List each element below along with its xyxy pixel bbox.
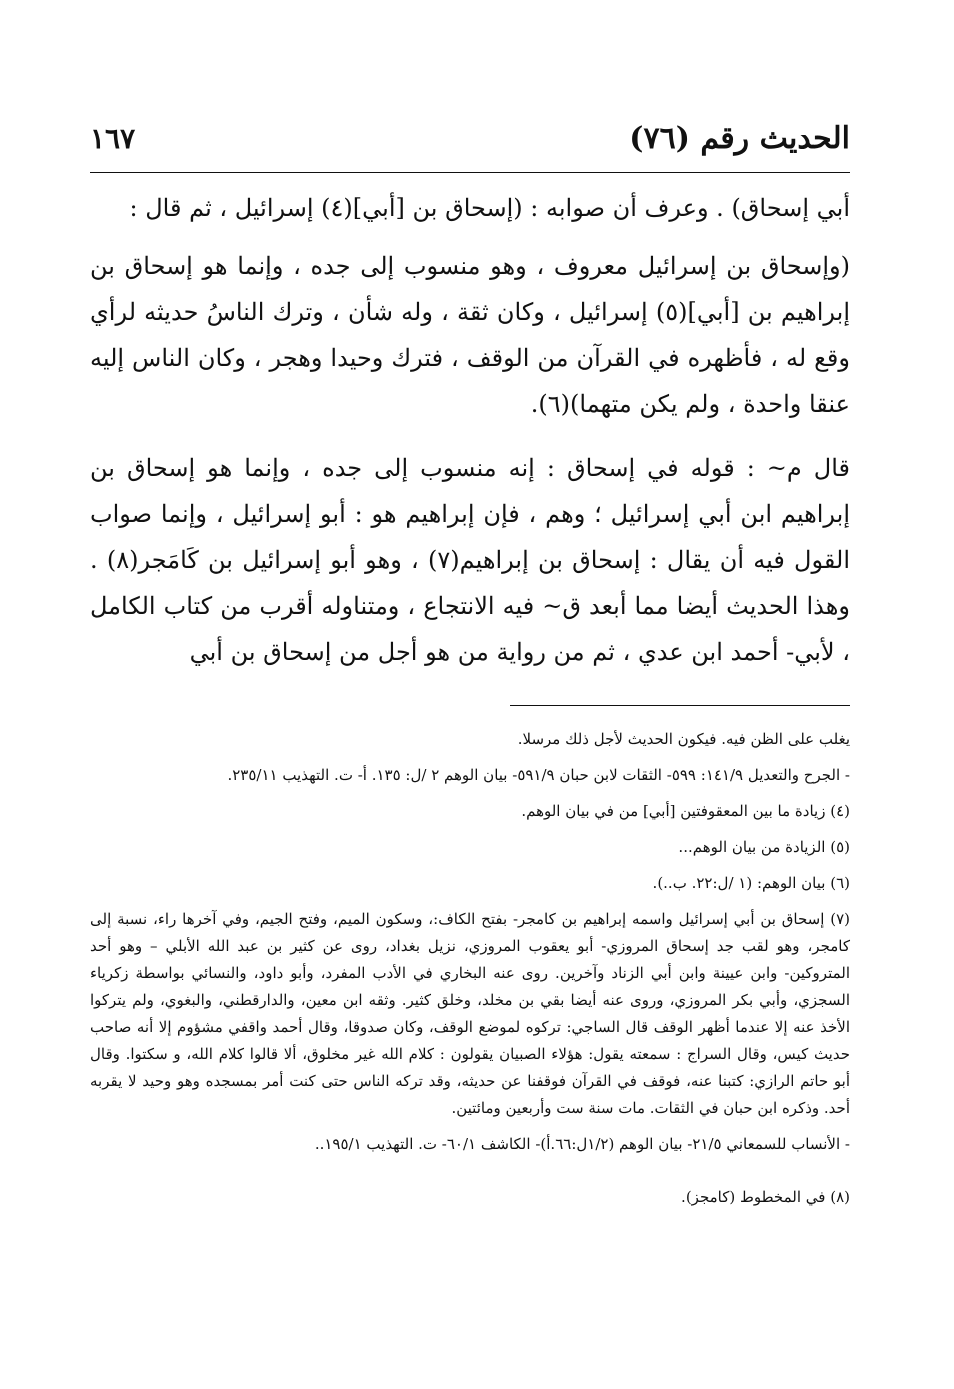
paragraph-3: قال م~ : قوله في إسحاق : إنه منسوب إلى جده ، وإنما هو إسحاق بن إبراهيم ابن أبي إسرائيل ؛ وهم ، فإن إبراهيم هو : أبو إسرائيل ، وإنما صواب القول فيه أن يقال : إسحاق بن إبراهيم(٧) ، وهو أبو إسرائيل بن كَامَجر(٨) . وهذا الحديث أيضا مما أبعد ق~ فيه الانتجاع ، ومتناوله أقرب من كتاب الكامل ، لأبي- أحمد ابن عدي ، ثم من رواية من هو أجل من إسحاق بن أبي [90, 454, 850, 666]
footnote-5: (٥) الزيادة من بيان الوهم... [678, 838, 850, 856]
footnote-reference-7: - الأنساب للسمعاني ٢١/٥- بيان الوهم (١/٢ل:٦٦.أ)- الكاشف ٦٠/١- ت. التهذيب ١٩٥/١.. [314, 1135, 850, 1153]
running-header [90, 110, 850, 168]
footnote-rule [510, 705, 850, 706]
page-title: الحديث رقم (٧٦) [629, 121, 850, 156]
footnote-8: (٨) في المخطوط (كامجز). [681, 1188, 850, 1206]
header-rule [90, 172, 850, 173]
page-number: ١٦٧ [90, 122, 136, 155]
book-page [90, 110, 850, 1220]
footnote-continuation: يغلب على الظن فيه. فيكون الحديث لأجل ذلك مرسلا. [517, 730, 850, 748]
main-text [90, 185, 850, 675]
paragraph-1: أبي إسحاق) . وعرف أن صوابه : (إسحاق بن [أبي](٤) إسرائيل ، ثم قال : [129, 194, 850, 222]
footnotes [90, 726, 850, 1211]
footnote-reference-3: - الجرح والتعديل ١٤١/٩: ٥٩٩- الثقات لابن حبان ٥٩١/٩- بيان الوهم ٢ /ل: ١٣٥. أ- ت. التهذيب ٢٣٥/١١. [227, 766, 850, 784]
footnote-6: (٦) بيان الوهم: (١ /ل:٢٢. ب..). [652, 874, 850, 892]
footnote-7: (٧) إسحاق بن أبي إسرائيل واسمه إبراهيم بن كامجر- بفتح الكاف:، وسكون الميم، وفتح الجيم، وفي آخرها راء، نسبة إلى كامجر، وهو لقب جد إسحاق المروزي- أبو يعقوب المروزي، نزيل بغداد، روى عن كثير بن عبد الله الأبلي – وهو أحد المتروكين- وابن عيينة وابن أبي الزناد وآخرين. روى عنه البخاري في الأدب المفرد، وأبو داود، والنسائي بواسطة زكرياء السجزي، وأبي بكر المروزي، وروى عنه أيضا بقي بن مخلد، وخلق كثير. وثقه ابن معين، والدارقطني، والبغوي، ولم يتركوا الأخذ عنه إلا عندما أظهر الوقف قال الساجي: تركوه لموضع الوقف، وكان صدوقا، وقال أحمد واقفي مشؤوم إلا أنه صاحب حديث كيس، وقال السراج : سمعته يقول: هؤلاء الصبيان يقولون : كلام الله غير مخلوق، ألا قالوا كلام الله، و سكتوا. وقال أبو حاتم الرازي: كتبنا عنه، فوقف في القرآن فوقفنا عن حديثه، وقد تركه الناس حتى كنت أمر بمسجده وهو وحيد لا يقربه أحد. وذكره ابن حبان في الثقات. مات سنة ست وأربعين ومائتين. [90, 910, 850, 1117]
paragraph-2: (وإسحاق بن إسرائيل معروف ، وهو منسوب إلى جده ، وإنما هو إسحاق بن إبراهيم بن [أبي](٥) إسرائيل ، وكان ثقة ، وله شأن ، وترك الناسُ حديثه لرأي وقع له ، فأظهره في القرآن من الوقف ، فترك وحيدا وهجر ، وكان الناس إليه عنقا واحدة ، ولم يكن متهما)(٦). [90, 252, 851, 418]
footnote-4: (٤) زيادة ما بين المعقوفتين [أبي] من في بيان الوهم. [521, 802, 850, 820]
